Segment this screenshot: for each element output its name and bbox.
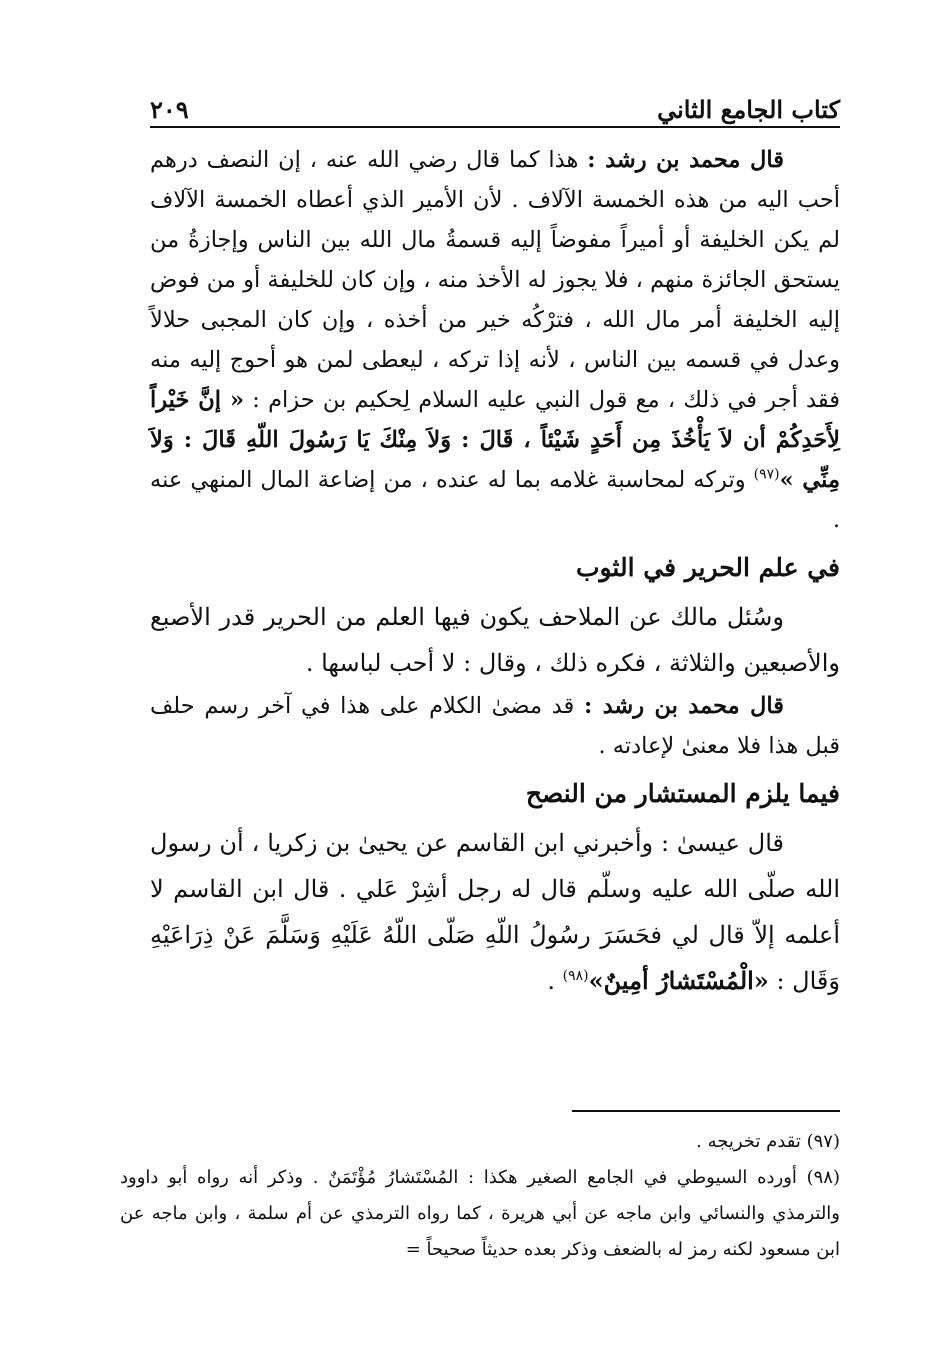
paragraph-1-hadith: « إنَّ خَيْراً لِأَحَدِكُمْ أن لاَ يَأْخُذَ مِن أَحَدٍ شَيْئاً ، قَالَ : وَلاَ مِنْكَ يَا رَسُولَ اللّهِ قَالَ : وَلاَ مِنِّي » (150, 387, 840, 493)
footnote-97-text: تقدم تخريجه . (696, 1131, 801, 1152)
paragraph-1-tail: وتركه لمحاسبة غلامه بما له عنده ، من إضاعة المال المنهي عنه . (150, 467, 840, 533)
paragraph-3-text: قد مضىٰ الكلام على هذا في آخر رسم حلف قبل هذا فلا معنىٰ لإعادته . (150, 693, 840, 759)
paragraph-3-lead: قال محمد بن رشد : (583, 693, 784, 719)
paragraph-4 (150, 820, 840, 1004)
paragraph-1-lead: قال محمد بن رشد : (587, 147, 784, 173)
footnotes (120, 1124, 840, 1268)
paragraph-1 (150, 140, 840, 540)
paragraph-1-text: هذا كما قال رضي الله عنه ، إن النصف درهم أحب اليه من هذه الخمسة الآلاف . لأن الأمير الذي أعطاه الخمسة الآلاف لم يكن الخليفة أو أميراً مفوضاً إليه قسمةُ مال الله بين الناس وإجازةُ من يستحق الجائزة منهم ، فلا يجوز له الأخذ منه ، وإن كان للخليفة أو من فوض إليه الخليفة أمر مال الله ، فترْكُه خير من أخذه ، وإن كان المجبى حلالاً وعدل في قسمه بين الناس ، لأنه إذا تركه ، ليعطى لمن هو أحوج إليه منه فقد أجر في ذلك ، مع قول النبي عليه السلام لِحكيم بن حزام : (150, 147, 841, 413)
section-title-silk: في علم الحرير في الثوب (575, 553, 840, 582)
paragraph-4-end: . (547, 967, 555, 995)
section-title-advice: فيما يلزم المستشار من النصح (525, 779, 840, 808)
paragraph-3 (150, 686, 840, 766)
paragraph-4-hadith: «الْمُسْتَشارُ أمِينٌ» (588, 966, 769, 995)
footnote-98-text: أورده السيوطي في الجامع الصغير هكذا : المُسْتَشارُ مُؤْتَمَنٌ . وذكر أنه رواه أبو داوود والترمذي والنسائي وابن ماجه عن أبي هريرة ، كما رواه الترمذي عن أم سلمة ، وابن ماجه عن ابن مسعود لكنه رمز له بالضعف وذكر بعده حديثاً صحيحاً = (120, 1167, 840, 1260)
body-text (150, 140, 840, 1004)
footnote-ref-97: (٩٧) (753, 466, 780, 483)
paragraph-2-text: وسُئل مالك عن الملاحف يكون فيها العلم من الحرير قدر الأصبع والأصبعين والثلاثة ، فكره ذلك ، وقال : لا أحب لباسها . (150, 603, 840, 677)
page-number: ٢٠٩ (150, 95, 189, 124)
paragraph-2 (150, 594, 840, 686)
footnote-98 (120, 1160, 840, 1268)
footnote-98-number: (٩٨) (806, 1167, 840, 1188)
header-rule (150, 126, 840, 128)
footnote-97-number: (٩٧) (806, 1131, 840, 1152)
paragraph-4-text: قال عيسىٰ : وأخبرني ابن القاسم عن يحيىٰ بن زكريا ، أن رسول الله صلّى الله عليه وسلّم قال له رجل أشِرْ عَلي . قال ابن القاسم لا أعلمه إلاّ قال لي فحَسَرَ رسُولُ اللّهِ صَلّى اللّهُ عَلَيْهِ وَسَلَّمَ عَنْ ذِرَاعَيْهِ وَقَال : (150, 829, 840, 995)
footnote-ref-98: (٩٨) (562, 968, 589, 984)
footnote-97 (120, 1124, 840, 1160)
running-head: كتاب الجامع الثاني (657, 95, 840, 124)
footnote-rule (572, 1110, 840, 1112)
page-header (150, 84, 840, 124)
